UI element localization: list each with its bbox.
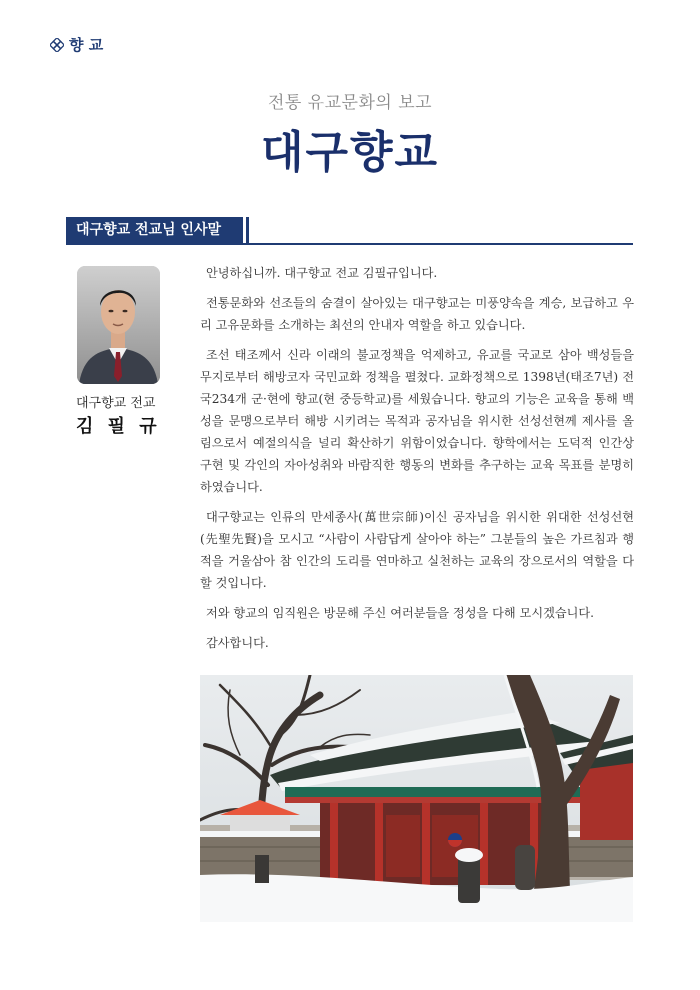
greeting-paragraph: 저와 향교의 임직원은 방문해 주신 여러분들을 정성을 다해 모시겠습니다. [206,606,595,620]
greeting-paragraph: 감사합니다. [206,636,269,650]
greeting-paragraph: 전통문화와 선조들의 숨결이 살아있는 대구향교는 미풍양속을 계승, 보급하고 우리 고유문화를 소개하는 최선의 안내자 역할을 하고 있습니다. [200,296,634,332]
portrait-photo [77,266,160,384]
greeting-paragraph: 조선 태조께서 신라 이래의 불교정책을 억제하고, 유교를 국교로 삼아 백성들을 무지로부터 해방코자 국민교화 정책을 펼쳤다. 교화정책으로 1398년(태조7년) 전국234개 군·현에 향교(현 중등학교)를 세웠습니다. 향교의 기능은 교육을 통해 백성을 문맹으로부터 해방 시키려는 목적과 공자님을 위시한 선성선현께 제사를 올림으로서 예절의식을 널리 확산하기 위함이었습니다. 향학에서는 도덕적 인간상 구현 및 각인의 자아성취와 바람직한 행동의 변화를 추구하는 교육 목표를 분명히 하였습니다. [200,348,634,494]
greeting-heading: 대구향교 전교님 인사말 [66,217,243,243]
greeting-paragraph: 대구향교는 인류의 만세종사(萬世宗師)이신 공자님을 위시한 위대한 선성선현(先聖先賢)을 모시고 “사람이 사람답게 살아야 하는” 그분들의 높은 가르침과 행적을 거울삼아 참 인간의 도리를 연마하고 실천하는 교육의 장으로서의 역할을 다 할 것입니다. [200,510,634,590]
flower-ornament-icon [50,38,64,52]
section-tag [50,34,103,55]
hyanggyo-gate-snow-photo [200,675,633,922]
portrait-name: 김 필 규 [76,416,161,437]
portrait-role: 대구향교 전교 [76,396,156,411]
page-subtitle: 전통 유교문화의 보고 [267,93,433,113]
greeting-heading-bar [66,217,633,245]
greeting-body [200,262,634,662]
section-tag-label: 향 교 [69,36,104,54]
greeting-paragraph: 안녕하십니까. 대구향교 전교 김필규입니다. [206,266,438,280]
page-title: 대구향교 [260,127,439,178]
